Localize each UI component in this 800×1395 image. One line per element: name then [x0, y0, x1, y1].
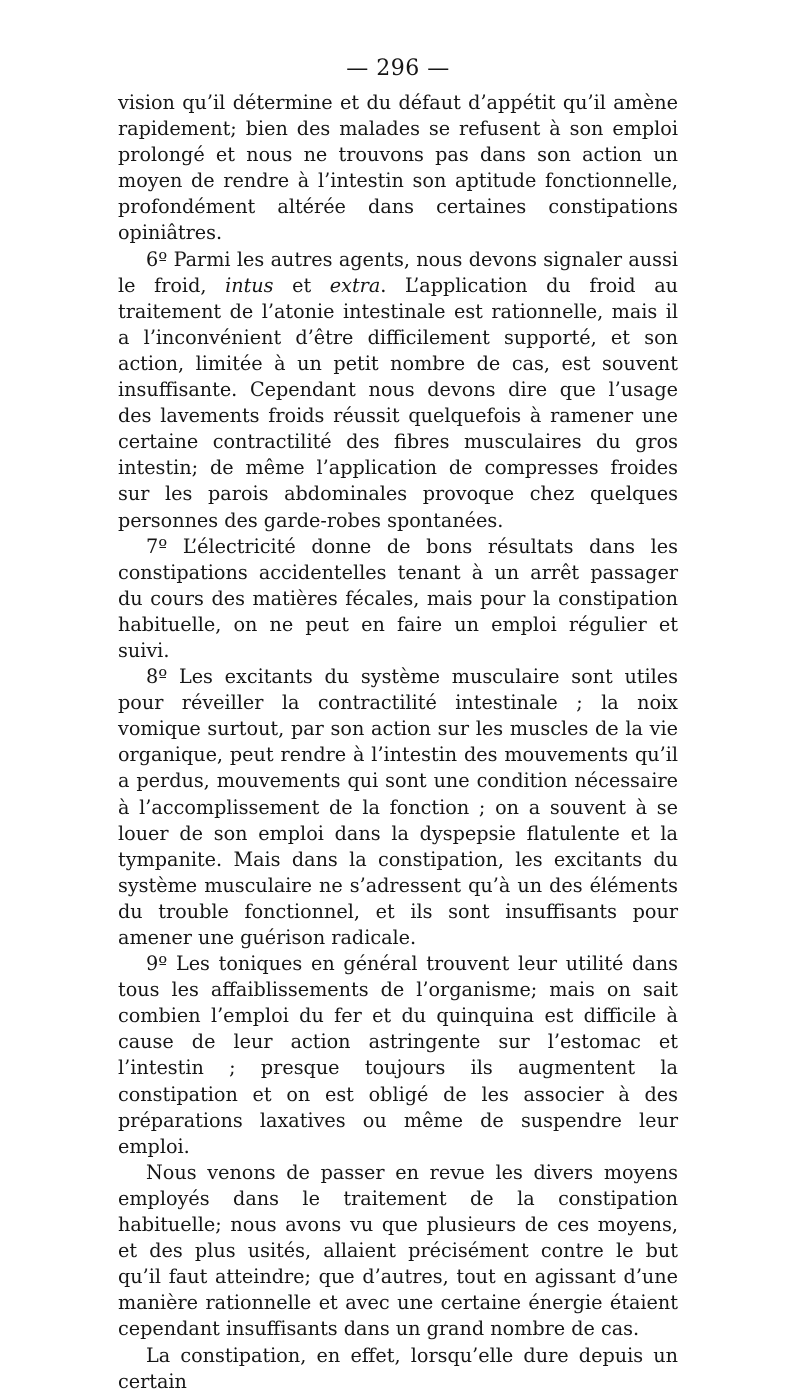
paragraph: [118, 1160, 678, 1343]
text-run: La constipation, en effet, lorsqu’elle dure depuis un certain: [118, 1343, 678, 1393]
text-run: . L’application du froid au traitement de l’atonie intestinale est rationnelle, mais il a l’inconvénient d’être difficilement supporté, et son action, limitée à un petit nombre de cas, est souvent insuffisante. Cependant nous devons dire que l’usage des lavements froids réussit quelquefois à ramener une certaine contractilité des fibres musculaires du gros intestin; de même l’application de compresses froides sur les parois abdominales provoque chez quelques personnes des garde-robes spontanées.: [118, 273, 678, 532]
page-body-text: [118, 90, 678, 1395]
paragraph: [118, 90, 678, 247]
text-run: 9º Les toniques en général trouvent leur utilité dans tous les affaiblissements de l’organisme; mais on sait combien l’emploi du fer et du quinquina est difficile à cause de leur action astringente sur l’estomac et l’intestin ; presque toujours ils augmentent la constipation et on est obligé de les associer à des préparations laxatives ou même de suspendre leur emploi.: [118, 952, 678, 1158]
text-run: 8º Les excitants du système musculaire sont utiles pour réveiller la contractilité intestinale ; la noix vomique surtout, par son action sur les muscles de la vie organique, peut rendre à l’intestin des mouvements qu’il a perdus, mouvements qui sont une condition nécessaire à l’accomplissement de la fonction ; on a souvent à se louer de son emploi dans la dyspepsie flatulente et la tympanite. Mais dans la constipation, les excitants du système musculaire ne s’adressent qu’à un des éléments du trouble fonctionnel, et ils sont insuffisants pour amener une guérison radicale.: [118, 665, 678, 949]
paragraph: [118, 247, 678, 534]
italic-text: intus: [225, 273, 274, 297]
paragraph: [118, 664, 678, 951]
paragraph: [118, 534, 678, 664]
paragraph: [118, 1343, 678, 1395]
text-run: 7º L’électricité donne de bons résultats dans les constipations accidentelles tenant à un arrêt passager du cours des matières fécales, mais pour la constipation habituelle, on ne peut en faire un emploi régulier et suivi.: [118, 534, 678, 662]
page-number: — 296 —: [346, 56, 450, 81]
italic-text: extra: [329, 273, 381, 297]
text-run: Nous venons de passer en revue les divers moyens employés dans le traitement de la constipation habituelle; nous avons vu que plusieurs de ces moyens, et des plus usités, allaient précisément contre le but qu’il faut atteindre; que d’autres, tout en agissant d’une manière rationnelle et avec une certaine énergie étaient cependant insuffisants dans un grand nombre de cas.: [118, 1160, 678, 1341]
text-run: vision qu’il détermine et du défaut d’appétit qu’il amène rapidement; bien des malades se refusent à son emploi prolongé et nous ne trouvons pas dans son action un moyen de rendre à l’intestin son aptitude fonctionnelle, profondément altérée dans certaines constipations opiniâtres.: [118, 91, 678, 245]
book-page: [118, 52, 678, 1395]
text-run: et: [273, 273, 330, 297]
paragraph: [118, 951, 678, 1160]
text-run: 6º Parmi les autres agents, nous devons signaler aussi le froid,: [118, 247, 678, 297]
